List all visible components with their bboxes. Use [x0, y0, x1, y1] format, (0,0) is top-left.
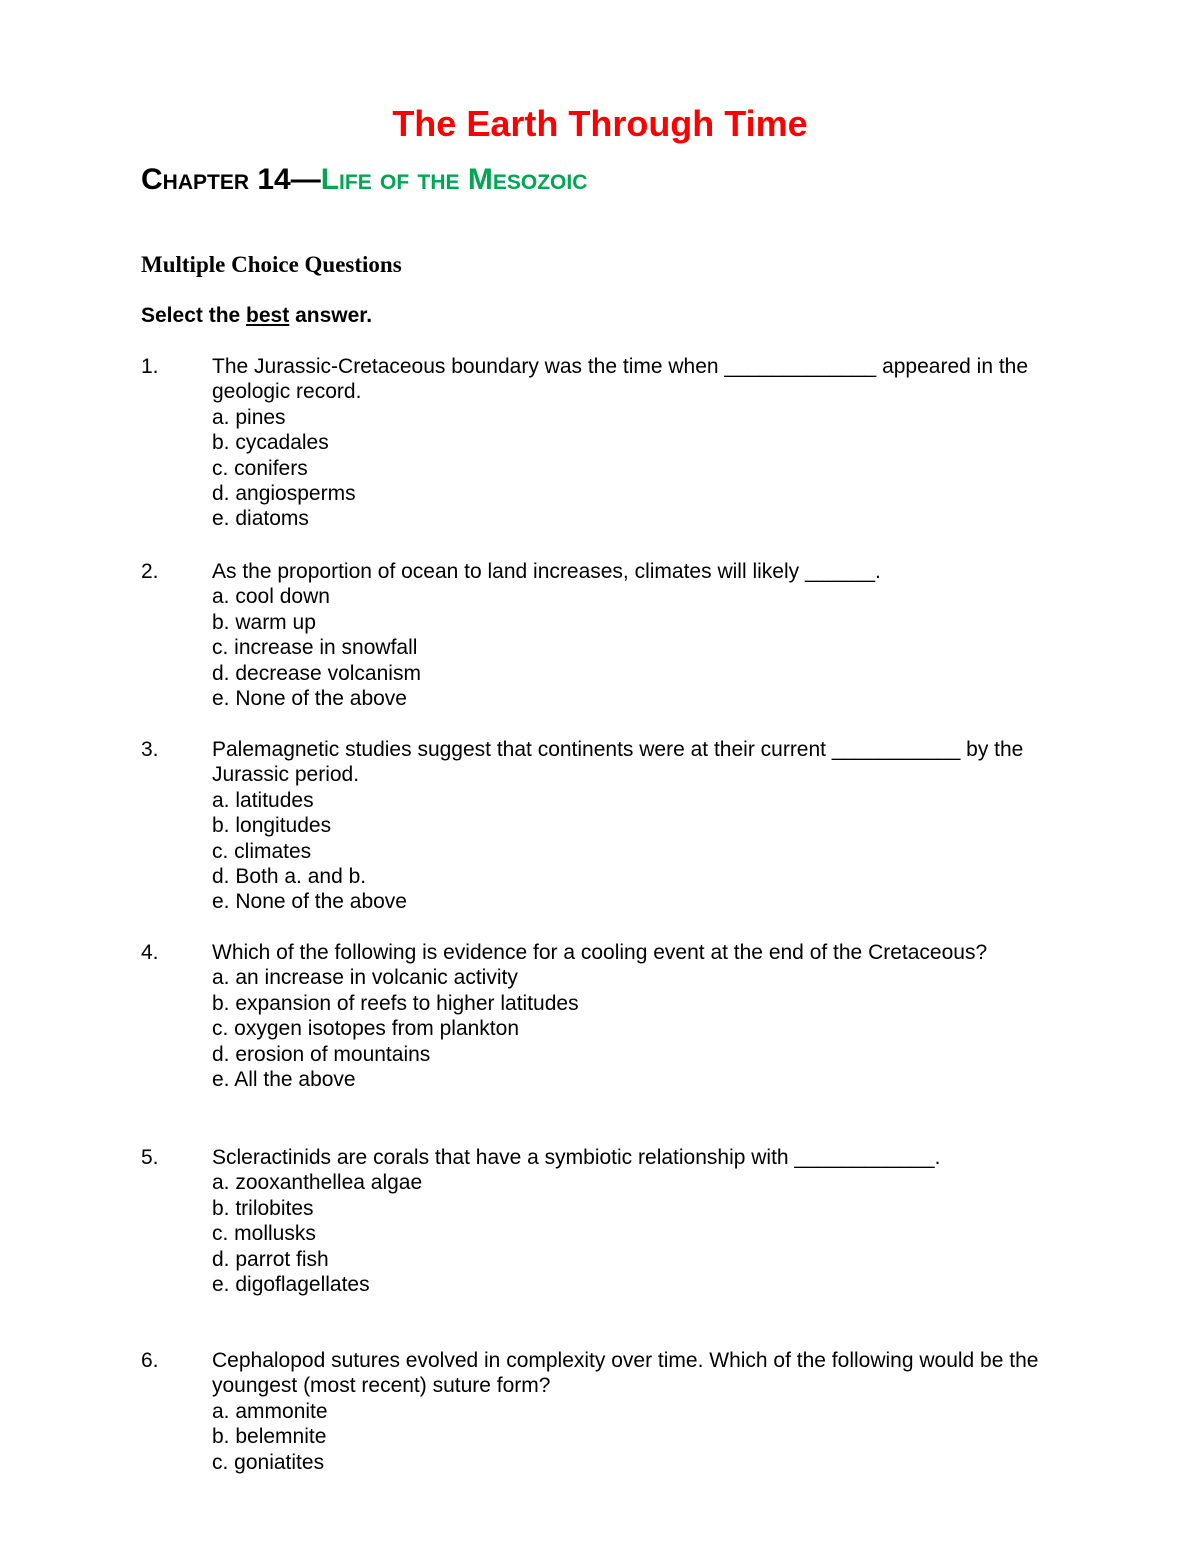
instruction-after: answer.: [289, 304, 373, 327]
instruction-emphasis: best: [246, 304, 290, 327]
question-number: 2.: [141, 560, 159, 583]
question-6: [141, 1348, 1061, 1475]
question-number: 6.: [141, 1349, 159, 1372]
answer-choice-b: b. longitudes: [212, 814, 332, 838]
answer-choice-d: d. erosion of mountains: [212, 1042, 431, 1066]
question-body: [212, 940, 1061, 1092]
answer-choice-e: e. None of the above: [212, 890, 407, 914]
question-stem: Which of the following is evidence for a cooling event at the end of the Cretaceous?: [212, 941, 988, 964]
answer-choice-e: e. None of the above: [212, 687, 407, 711]
answer-choice-e: e. All the above: [212, 1068, 356, 1092]
answer-choice-b: b. belemnite: [212, 1425, 327, 1449]
question-stem: Cephalopod sutures evolved in complexity over time. Which of the following would be the youngest (most recent) suture form?: [212, 1349, 1039, 1398]
answer-choice-a: a. pines: [212, 405, 286, 429]
answer-choice-d: d. decrease volcanism: [212, 661, 421, 685]
chapter-number: Chapter 14—: [141, 163, 321, 196]
question-2: [141, 559, 1061, 711]
question-number: 4.: [141, 941, 159, 964]
question-body: [212, 559, 1061, 711]
question-body: [212, 737, 1061, 915]
answer-choice-d: d. Both a. and b.: [212, 865, 367, 889]
question-stem: As the proportion of ocean to land increases, climates will likely ______.: [212, 560, 881, 583]
answer-choice-d: d. parrot fish: [212, 1247, 329, 1271]
answer-choice-a: a. an increase in volcanic activity: [212, 966, 518, 990]
answer-choice-c: c. increase in snowfall: [212, 636, 418, 660]
chapter-subject: Life of the Mesozoic: [320, 163, 588, 196]
instruction-before: Select the: [141, 304, 247, 327]
question-4: [141, 940, 1061, 1092]
answer-choice-c: c. oxygen isotopes from plankton: [212, 1017, 520, 1041]
instruction-text: [141, 302, 372, 330]
question-stem: Scleractinids are corals that have a symbiotic relationship with ____________.: [212, 1146, 941, 1169]
answer-choice-a: a. latitudes: [212, 788, 314, 812]
question-number: 1.: [141, 355, 159, 378]
question-number: 3.: [141, 738, 159, 761]
answer-choice-b: b. cycadales: [212, 431, 329, 455]
answer-choice-c: c. climates: [212, 839, 312, 863]
answer-choice-b: b. expansion of reefs to higher latitudes: [212, 991, 579, 1015]
question-5: [141, 1145, 1061, 1297]
answer-choice-a: a. cool down: [212, 585, 330, 609]
answer-choice-b: b. trilobites: [212, 1196, 314, 1220]
question-body: [212, 1145, 1061, 1297]
answer-choice-d: d. angiosperms: [212, 482, 356, 506]
chapter-heading: [141, 160, 587, 200]
answer-choice-c: c. goniatites: [212, 1450, 325, 1474]
document-title: The Earth Through Time: [392, 103, 808, 144]
question-stem: The Jurassic-Cretaceous boundary was the time when _____________ appeared in the geologic record.: [212, 355, 1029, 404]
answer-choice-a: a. zooxanthellea algae: [212, 1171, 423, 1195]
answer-choice-c: c. mollusks: [212, 1222, 316, 1246]
section-heading: Multiple Choice Questions: [141, 252, 402, 277]
question-stem: Palemagnetic studies suggest that continents were at their current ___________ by the Jurassic period.: [212, 738, 1024, 787]
question-3: [141, 737, 1061, 915]
answer-choice-a: a. ammonite: [212, 1399, 328, 1423]
question-body: [212, 354, 1061, 532]
answer-choice-e: e. diatoms: [212, 507, 309, 531]
question-body: [212, 1348, 1061, 1475]
answer-choice-e: e. digoflagellates: [212, 1273, 370, 1297]
question-number: 5.: [141, 1146, 159, 1169]
question-1: [141, 354, 1061, 532]
answer-choice-c: c. conifers: [212, 456, 308, 480]
answer-choice-b: b. warm up: [212, 610, 316, 634]
